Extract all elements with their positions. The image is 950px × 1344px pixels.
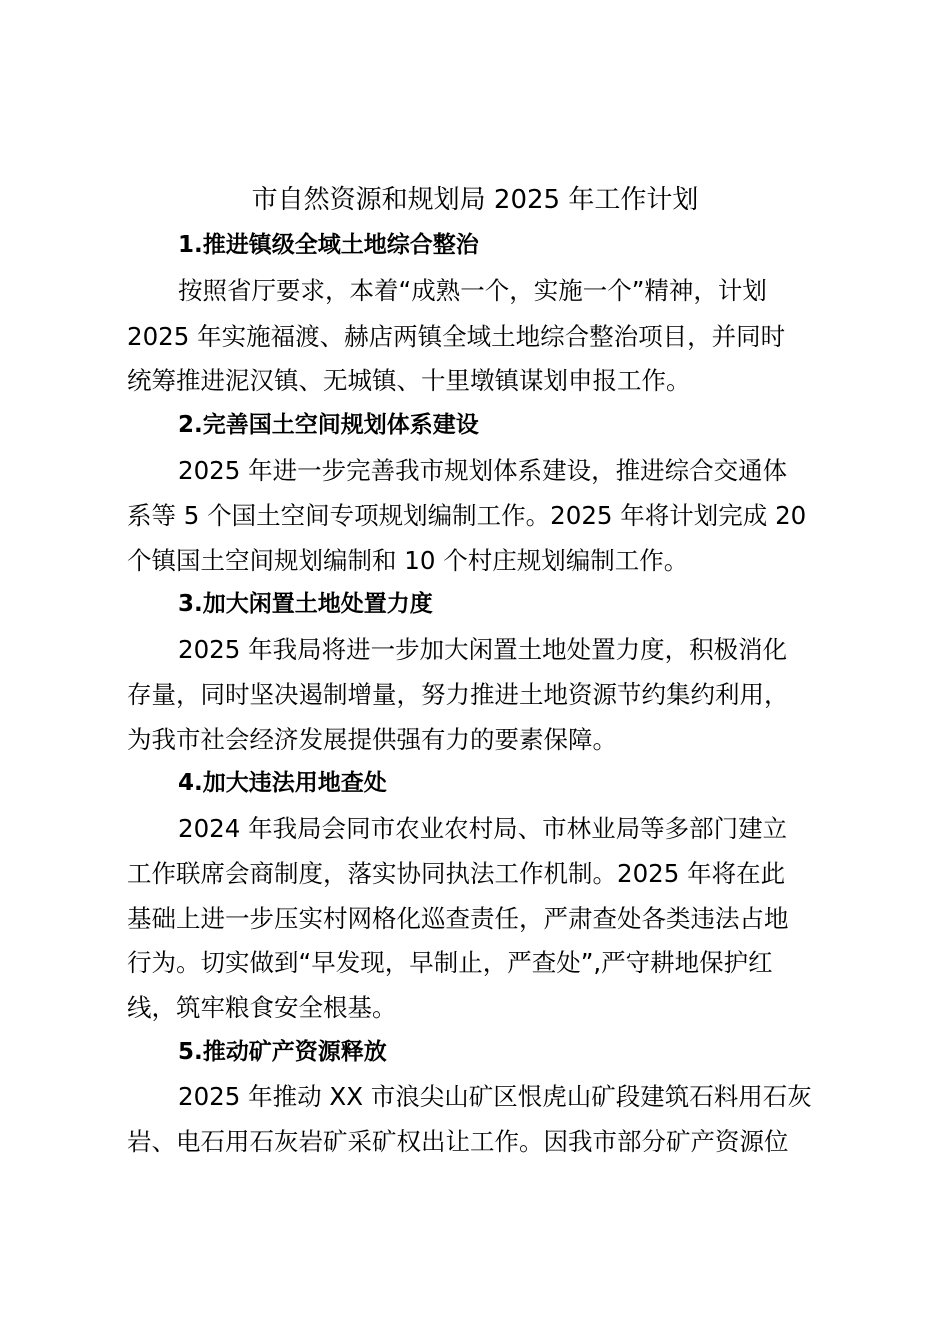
section-2-heading: 2.完善国土空间规划体系建设 [178, 412, 479, 438]
section-3-heading: 3.加大闲置土地处置力度 [178, 591, 433, 617]
section-4-heading: 4.加大违法用地查处 [178, 770, 387, 796]
section-3-line-3: 为我市社会经济发展提供强有力的要素保障。 [127, 725, 617, 754]
section-1-line-1: 按照省厅要求，本着“成熟一个，实施一个”精神，计划 [178, 276, 767, 305]
section-2-line-2: 系等 5 个国土空间专项规划编制工作。2025 年将计划完成 20 [127, 501, 807, 530]
section-4-line-5: 线，筑牢粮食安全根基。 [127, 993, 397, 1022]
section-2-line-1: 2025 年进一步完善我市规划体系建设，推进综合交通体 [178, 456, 788, 485]
document-title: 市自然资源和规划局 2025 年工作计划 [251, 185, 699, 215]
section-4-line-2: 工作联席会商制度，落实协同执法工作机制。2025 年将在此 [127, 859, 786, 888]
section-3-line-1: 2025 年我局将进一步加大闲置土地处置力度，积极消化 [178, 635, 788, 664]
section-4-line-4: 行为。切实做到“早发现，早制止，严查处”,严守耕地保护红 [127, 948, 773, 977]
section-4-line-3: 基础上进一步压实村网格化巡查责任，严肃查处各类违法占地 [127, 904, 789, 933]
section-4-line-1: 2024 年我局会同市农业农村局、市林业局等多部门建立 [178, 814, 788, 843]
section-1-line-3: 统筹推进泥汉镇、无城镇、十里墩镇谋划申报工作。 [127, 366, 691, 395]
section-5-line-2: 岩、电石用石灰岩矿采矿权出让工作。因我市部分矿产资源位 [127, 1127, 789, 1156]
section-2-line-3: 个镇国土空间规划编制和 10 个村庄规划编制工作。 [127, 546, 689, 575]
section-5-heading: 5.推动矿产资源释放 [178, 1039, 387, 1065]
section-1-heading: 1.推进镇级全域土地综合整治 [178, 232, 479, 258]
section-5-line-1: 2025 年推动 XX 市浪尖山矿区恨虎山矿段建筑石料用石灰 [178, 1082, 812, 1111]
section-1-line-2: 2025 年实施福渡、赫店两镇全域土地综合整治项目，并同时 [127, 322, 786, 351]
section-3-line-2: 存量，同时坚决遏制增量，努力推进土地资源节约集约利用， [127, 680, 789, 709]
